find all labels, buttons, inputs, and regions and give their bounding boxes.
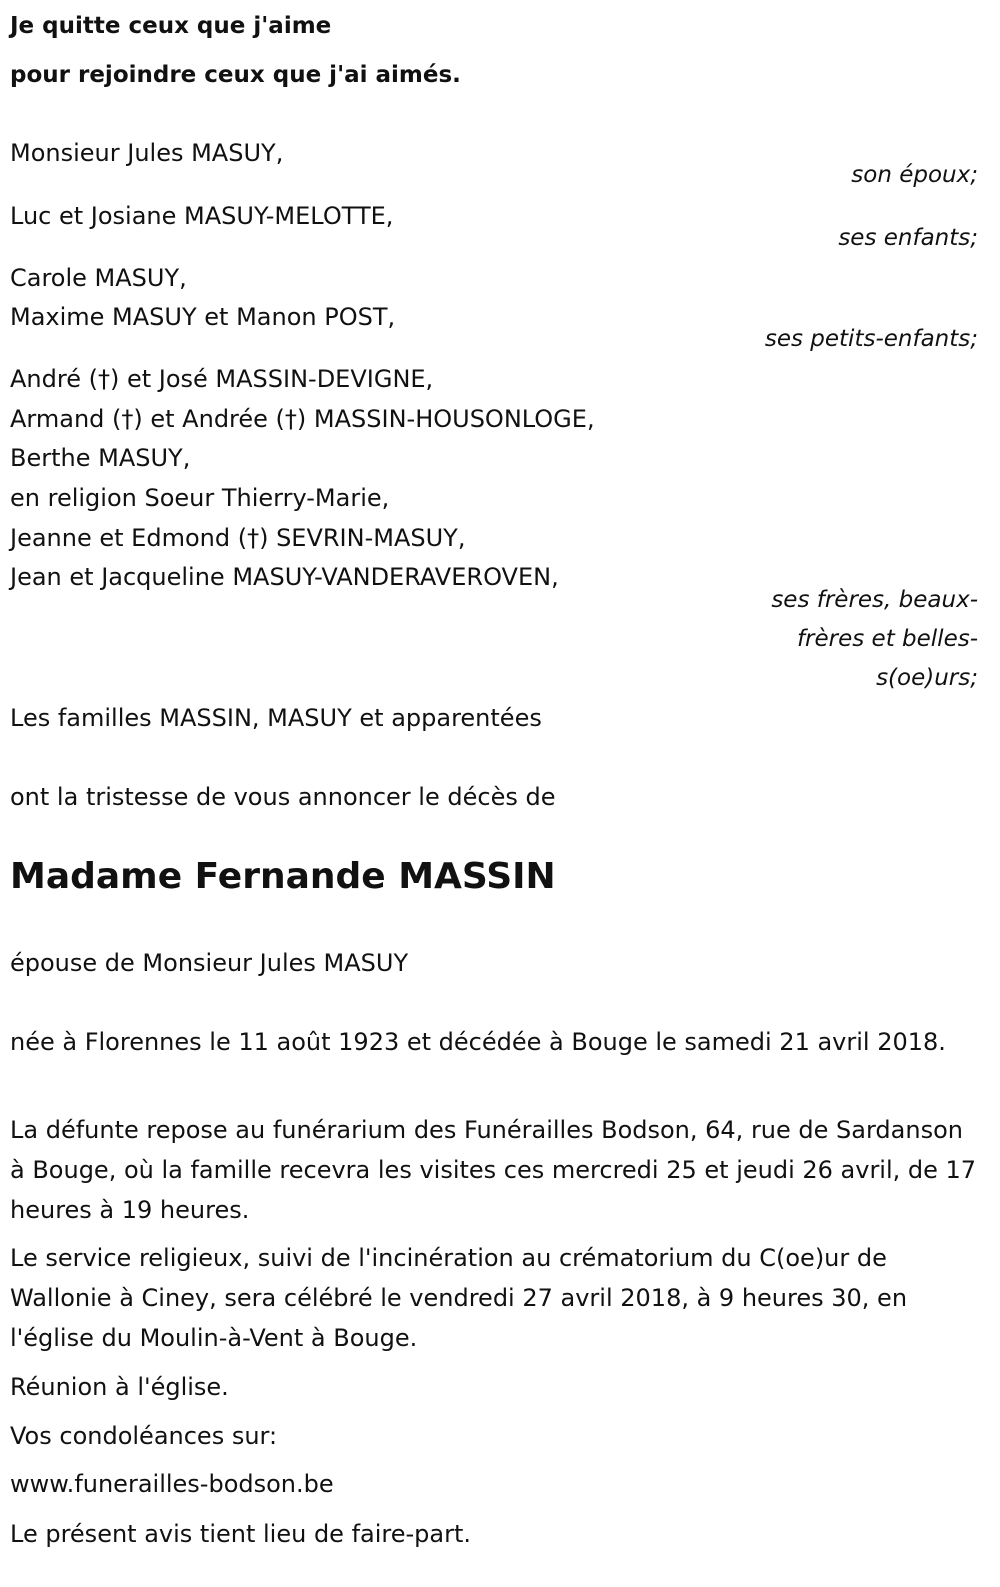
grandchild-1: Carole MASUY, xyxy=(10,264,187,292)
sibling-6: Jean et Jacqueline MASUY-VANDERAVEROVEN, xyxy=(10,563,559,591)
deceased-name: Madame Fernande MASSIN xyxy=(10,856,556,897)
deceased-spouse-of: épouse de Monsieur Jules MASUY xyxy=(10,949,409,977)
grandchild-2: Maxime MASUY et Manon POST, xyxy=(10,303,396,331)
birth-death-paragraph: née à Florennes le 11 août 1923 et décédée à Bouge le samedi 21 avril 2018. xyxy=(10,1028,946,1056)
siblings-role-line-1: ses frères, beaux- xyxy=(771,587,978,613)
sibling-4: en religion Soeur Thierry-Marie, xyxy=(10,484,390,512)
families-line: Les familles MASSIN, MASUY et apparentées xyxy=(10,704,542,732)
announcement-text: ont la tristesse de vous annoncer le décès de xyxy=(10,783,556,811)
service-paragraph: Le service religieux, suivi de l'incinération au crématorium du C(oe)ur de Wallonie à Ciney, sera célébré le vendredi 27 avril 2018, à 9 heures 30, en l'église du Moulin-à-Vent à Bouge. xyxy=(10,1244,908,1352)
grandchildren-role: ses petits-enfants; xyxy=(764,326,978,352)
spouse-name: Monsieur Jules MASUY, xyxy=(10,139,284,167)
reunion-line: Réunion à l'église. xyxy=(10,1373,229,1401)
sibling-2: Armand (†) et Andrée (†) MASSIN-HOUSONLOGE, xyxy=(10,405,595,433)
siblings-role-line-2: frères et belles- xyxy=(796,626,978,652)
spouse-role: son époux; xyxy=(851,162,978,188)
children-names: Luc et Josiane MASUY-MELOTTE, xyxy=(10,202,394,230)
notice-line: Le présent avis tient lieu de faire-part. xyxy=(10,1520,472,1548)
sibling-3: Berthe MASUY, xyxy=(10,444,191,472)
sibling-5: Jeanne et Edmond (†) SEVRIN-MASUY, xyxy=(10,524,466,552)
rests-paragraph: La défunte repose au funérarium des Funérailles Bodson, 64, rue de Sardanson à Bouge, où la famille recevra les visites ces mercredi 25 et jeudi 26 avril, de 17 heures à 19 heures. xyxy=(10,1116,977,1224)
sibling-1: André (†) et José MASSIN-DEVIGNE, xyxy=(10,365,434,393)
quote-line-1: Je quitte ceux que j'aime xyxy=(10,13,332,39)
condolences-label: Vos condoléances sur: xyxy=(10,1422,278,1450)
website-link[interactable]: www.funerailles-bodson.be xyxy=(10,1470,334,1498)
quote-line-2: pour rejoindre ceux que j'ai aimés. xyxy=(10,62,461,88)
siblings-role-line-3: s(oe)urs; xyxy=(876,665,978,691)
children-role: ses enfants; xyxy=(838,225,978,251)
